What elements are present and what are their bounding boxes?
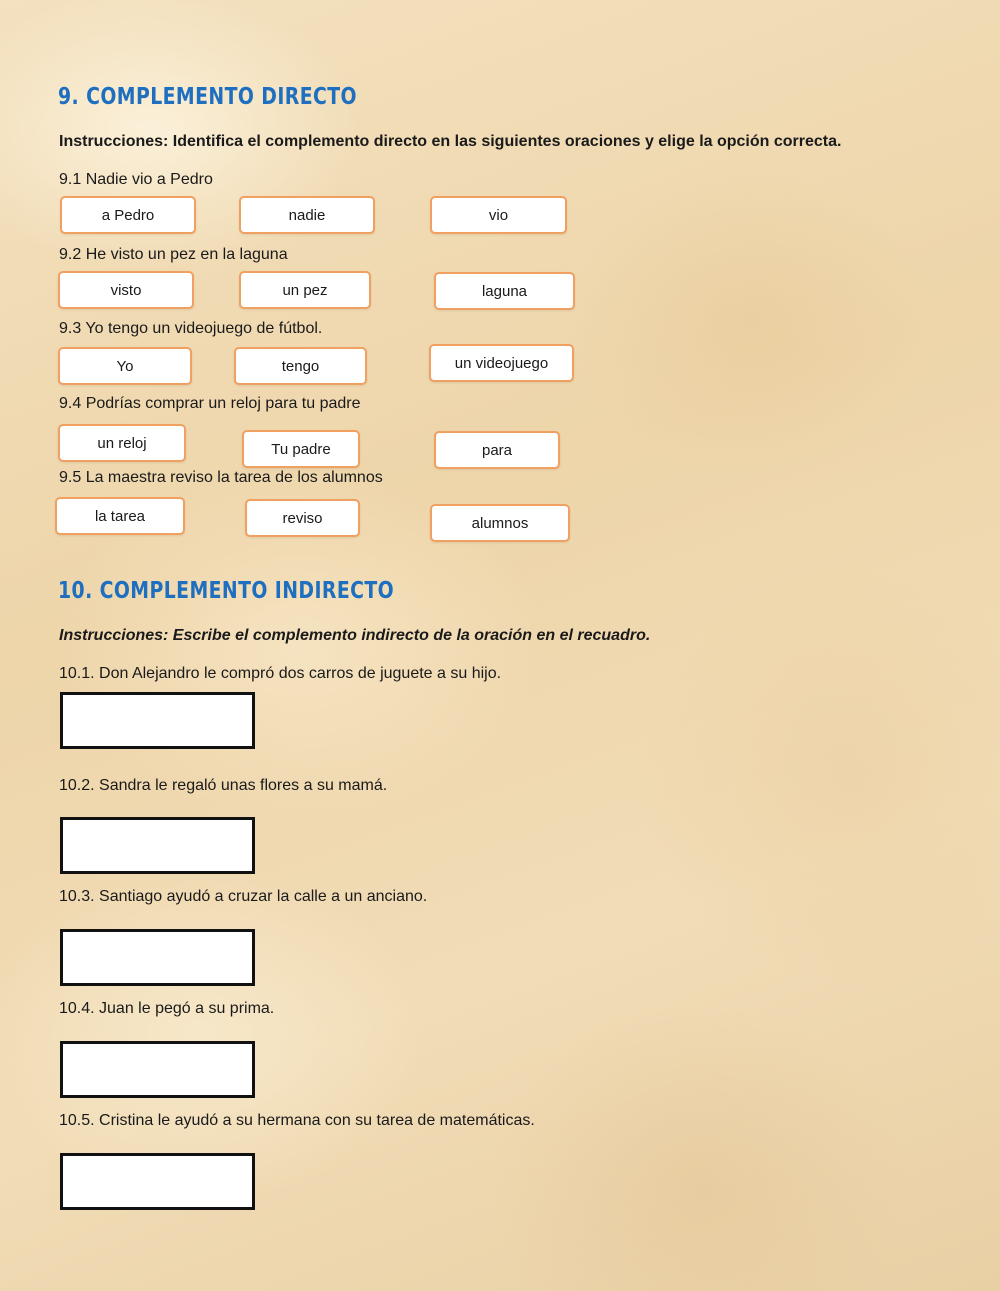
option-tengo[interactable]: tengo <box>234 347 367 385</box>
question-9-2: 9.2 He visto un pez en la laguna <box>59 246 288 263</box>
option-yo[interactable]: Yo <box>58 347 192 385</box>
question-9-3: 9.3 Yo tengo un videojuego de fútbol. <box>59 320 323 337</box>
section-9-title: 9. COMPLEMENTO DIRECTO <box>58 84 357 110</box>
option-la-tarea[interactable]: la tarea <box>55 497 185 535</box>
option-un-reloj[interactable]: un reloj <box>58 424 186 462</box>
question-9-1: 9.1 Nadie vio a Pedro <box>59 171 213 188</box>
option-vio[interactable]: vio <box>430 196 567 234</box>
option-un-pez[interactable]: un pez <box>239 271 371 309</box>
question-9-4: 9.4 Podrías comprar un reloj para tu padre <box>59 395 361 412</box>
answer-input-10-2[interactable] <box>60 817 255 874</box>
option-tu-padre[interactable]: Tu padre <box>242 430 360 468</box>
question-10-3: 10.3. Santiago ayudó a cruzar la calle a un anciano. <box>59 888 428 905</box>
section-10-instructions: Instrucciones: Escribe el complemento indirecto de la oración en el recuadro. <box>59 627 651 644</box>
section-9-instructions: Instrucciones: Identifica el complemento directo en las siguientes oraciones y elige la opción correcta. <box>59 133 842 150</box>
option-a-pedro[interactable]: a Pedro <box>60 196 196 234</box>
option-alumnos[interactable]: alumnos <box>430 504 570 542</box>
option-visto[interactable]: visto <box>58 271 194 309</box>
answer-input-10-4[interactable] <box>60 1041 255 1098</box>
option-laguna[interactable]: laguna <box>434 272 575 310</box>
option-un-videojuego[interactable]: un videojuego <box>429 344 574 382</box>
question-9-5: 9.5 La maestra reviso la tarea de los alumnos <box>59 469 383 486</box>
question-10-1: 10.1. Don Alejandro le compró dos carros de juguete a su hijo. <box>59 665 502 682</box>
question-10-5: 10.5. Cristina le ayudó a su hermana con su tarea de matemáticas. <box>59 1112 535 1129</box>
option-reviso[interactable]: reviso <box>245 499 360 537</box>
option-nadie[interactable]: nadie <box>239 196 375 234</box>
question-10-4: 10.4. Juan le pegó a su prima. <box>59 1000 275 1017</box>
question-10-2: 10.2. Sandra le regaló unas flores a su mamá. <box>59 777 388 794</box>
answer-input-10-5[interactable] <box>60 1153 255 1210</box>
section-10-title: 10. COMPLEMENTO INDIRECTO <box>58 578 395 604</box>
answer-input-10-1[interactable] <box>60 692 255 749</box>
answer-input-10-3[interactable] <box>60 929 255 986</box>
option-para[interactable]: para <box>434 431 560 469</box>
